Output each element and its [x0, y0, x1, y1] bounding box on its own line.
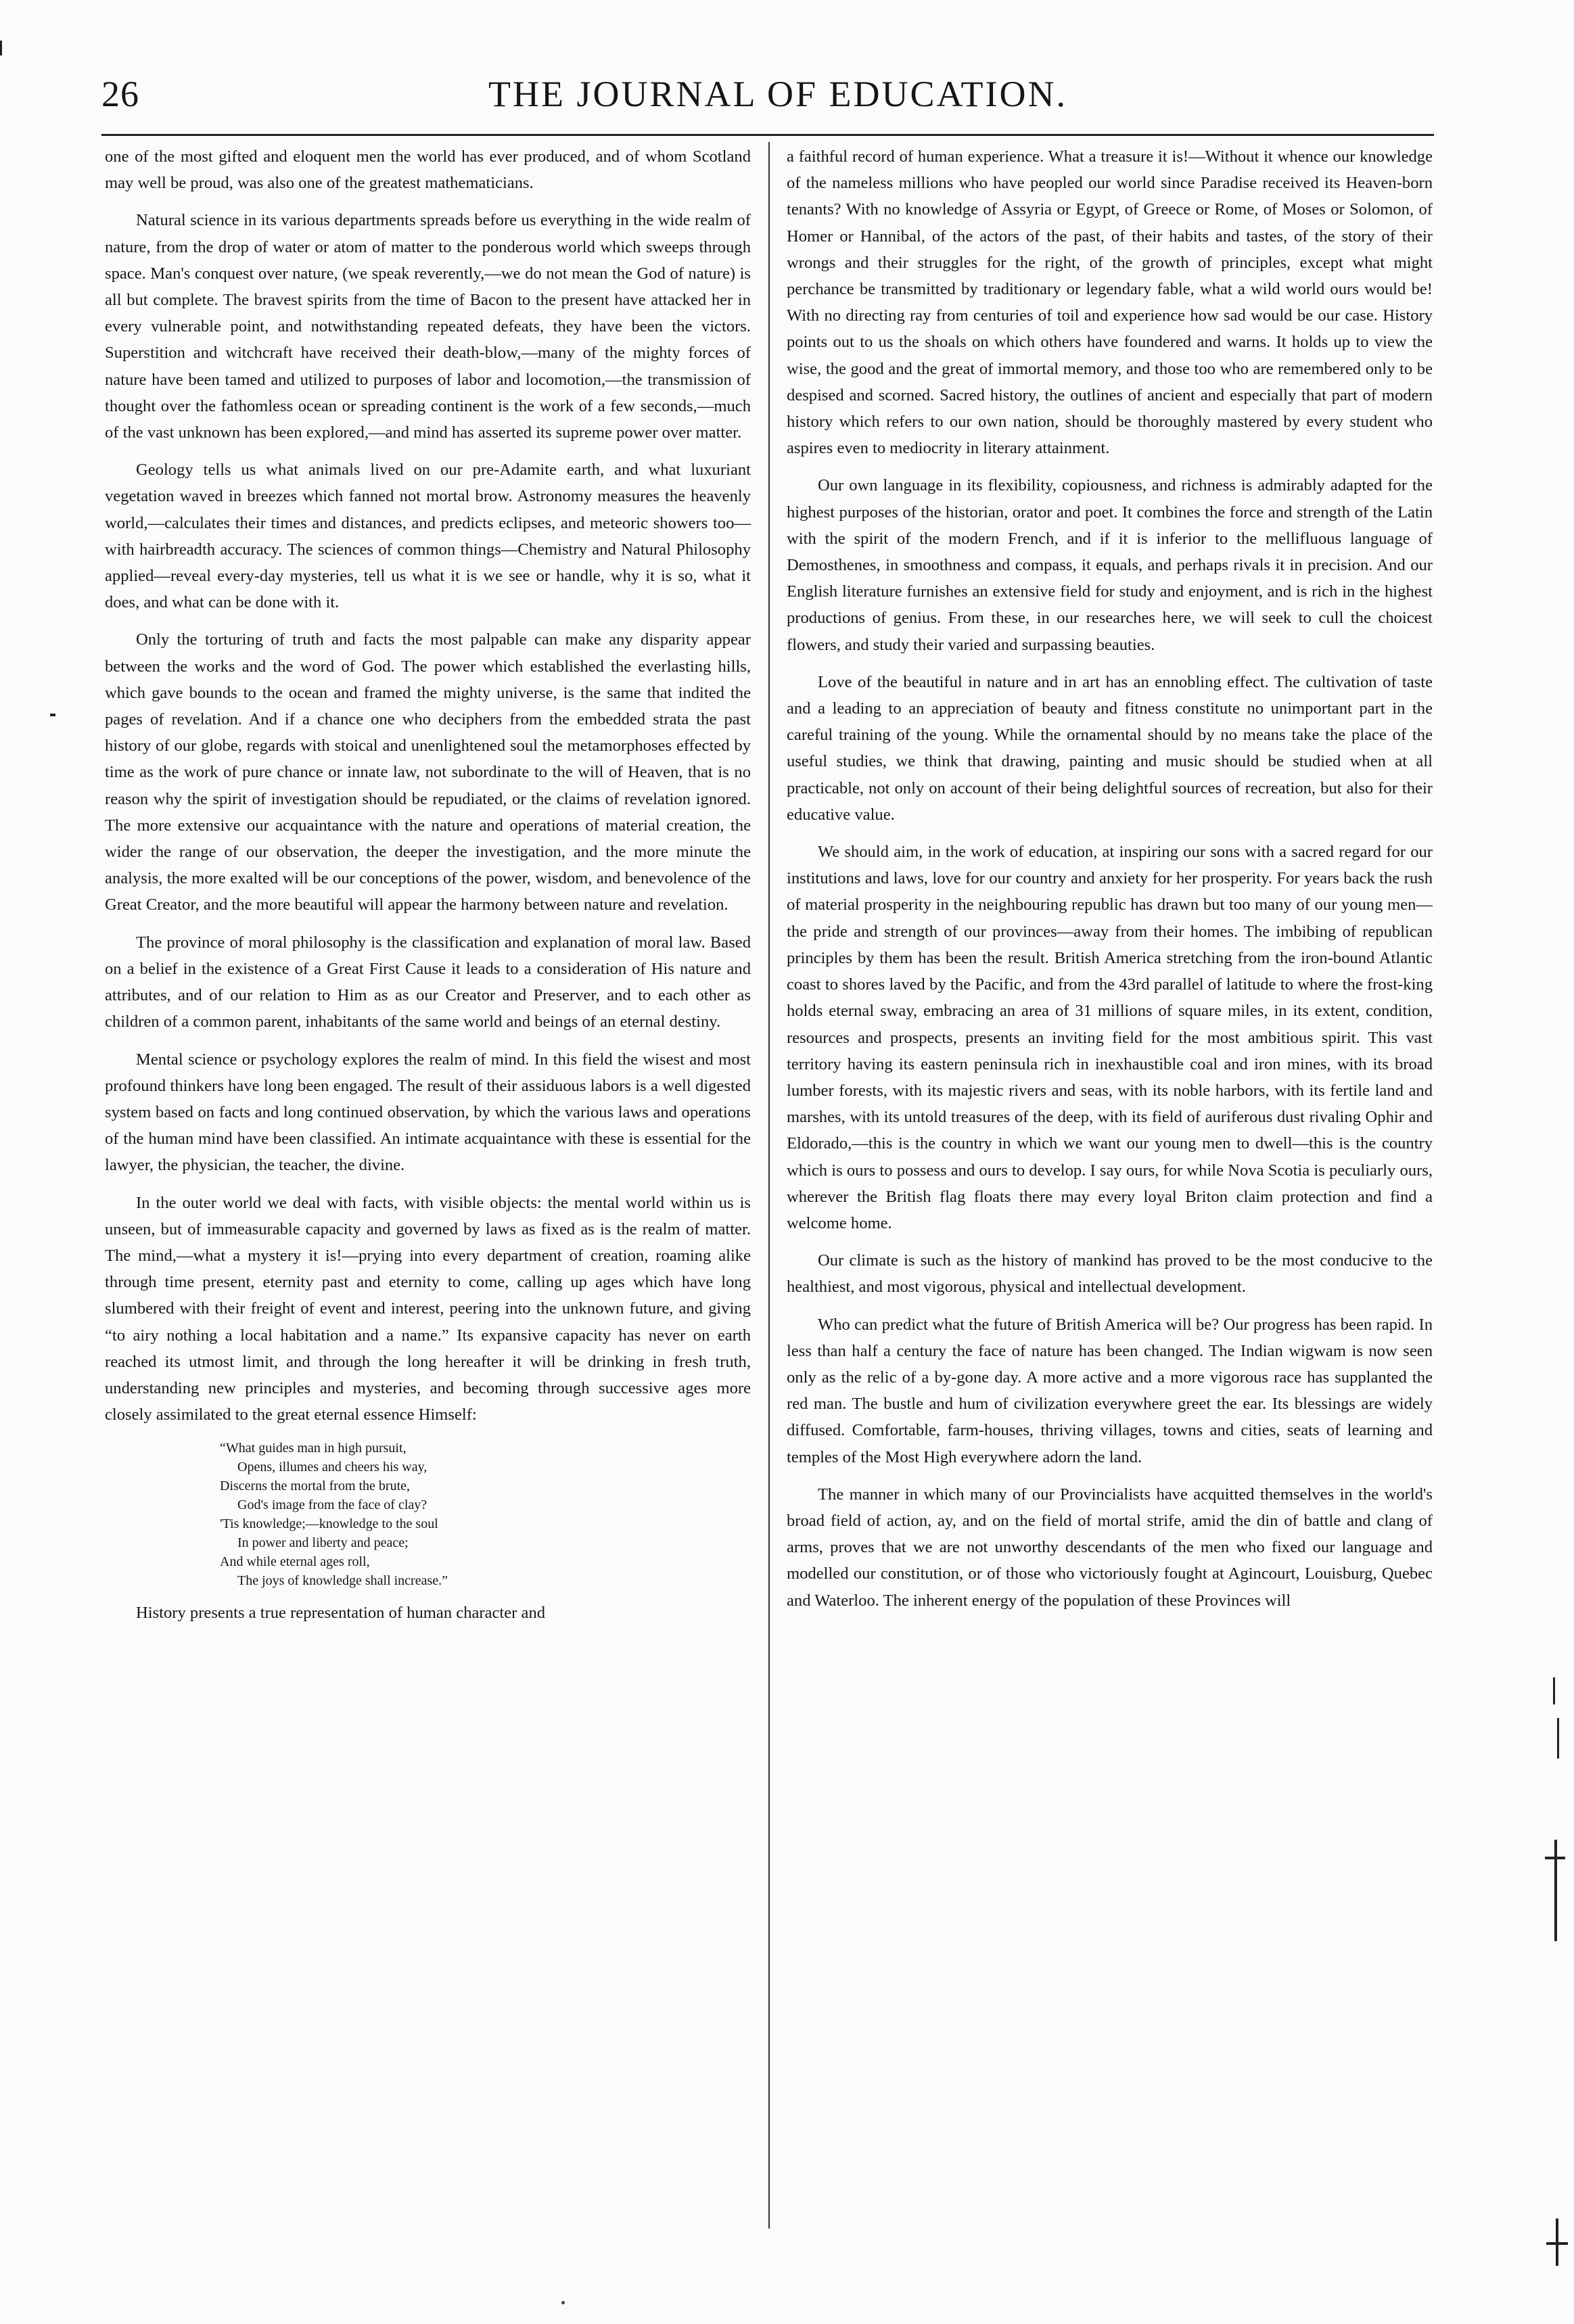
margin-mark	[1554, 1840, 1557, 1941]
poem-line: In power and liberty and peace;	[237, 1535, 409, 1551]
margin-mark	[0, 41, 2, 55]
poem-line: And while eternal ages roll,	[220, 1554, 370, 1570]
page-header	[101, 73, 1454, 127]
paragraph: History presents a true representation of human character and	[136, 1604, 546, 1623]
paragraph: Geology tells us what animals lived on our pre-Adamite earth, and what luxuriant vegetation waved in breezes which fanned not mortal brow. Astronomy measures the heavenly world,—calculates their times and distances, and predicts eclipses, and meteoric showers too—with hairbreadth accuracy. The sciences of common things—Chemistry and Natural Philosophy applied—reveal every-day mysteries, tell us what it is we see or handle, why it is so, what it does, and what can be done with it.	[105, 461, 751, 612]
margin-mark	[1545, 1857, 1565, 1859]
paragraph: We should aim, in the work of education, at inspiring our sons with a sacred regard for our institutions and laws, love for our country and anxiety for her prosperity. For years back the rush of material prosperity in the neighbouring republic has drawn but too many of our young men—the pride and strength of our provinces—away from their homes. The imbibing of republican principles by them has been the result. British America stretching from the iron-bound Atlantic coast to shores laved by the Pacific, and from the 43rd parallel of latitude to where the frost-king holds eternal sway, embracing an area of 31 millions of square miles, in its extent, condition, resources and prospects, presents an inviting field for the most ambitious spirit. This vast territory having its eastern peninsula rich in inexhaustible coal and iron mines, with its broad lumber forests, with its majestic rivers and seas, with its noble harbors, with its fertile land and marshes, with its untold treasures of the deep, with its field of auriferous dust rivaling Ophir and Eldorado,—this is the country in which we want our young men to dwell—this is the country which is ours to possess and ours to develop. I say ours, for while Nova Scotia is peculiarly ours, wherever the British flag floats there may every loyal Briton claim protection and find a welcome home.	[787, 843, 1433, 1232]
poem-line: “What guides man in high pursuit,	[220, 1441, 407, 1456]
paragraph: The manner in which many of our Provincialists have acquitted themselves in the world's broad field of action, ay, and on the field of mortal strife, amid the din of battle and clang of arms, proves that we are not unworthy descendants of the men who fixed our language and modelled our constitution, or of those who victoriously fought at Agincourt, Louisburg, Quebec and Waterloo. The inherent energy of the population of these Provinces will	[787, 1485, 1433, 1610]
margin-mark	[1557, 1718, 1559, 1759]
paragraph: one of the most gifted and eloquent men the world has ever produced, and of whom Scotland may well be proud, was also one of the greatest mathematicians.	[105, 147, 751, 193]
paragraph: Our climate is such as the history of mankind has proved to be the most conducive to the healthiest, and most vigorous, physical and intellectual development.	[787, 1251, 1433, 1297]
paragraph: a faithful record of human experience. What a treasure it is!—Without it whence our knowledge of the nameless millions who have peopled our world since Paradise received its Heaven-born tenants? With no knowledge of Assyria or Egypt, of Greece or Rome, of Moses or Solomon, of Homer or Hannibal, of the actors of the past, of their habits and tastes, of the story of their wrongs and their struggles for the right, of the growth of principles, except what might perchance be transmitted by traditionary or legendary fable, what a wild world ours would be! With no directing ray from centuries of toil and experience how sad would be our case. History points out to us the shoals on which others have foundered and warns. It holds up to view the wise, the good and the great of immortal memory, and those too who are remembered only to be despised and scorned. Sacred history, the outlines of ancient and especially that part of modern history which refers to our own nation, should be thoroughly mastered by every student who aspires even to mediocrity in literary attainment.	[787, 147, 1433, 458]
margin-mark	[1546, 2242, 1568, 2245]
poem-line: Discerns the mortal from the brute,	[220, 1479, 411, 1494]
paragraph: Who can predict what the future of British America will be? Our progress has been rapid. In less than half a century the face of nature has been changed. The Indian wigwam is now seen only as the relic of a by-gone day. A more active and a more vigorous race has supplanted the red man. The bustle and hum of civilization everywhere greet the ear. Its blessings are widely diffused. Comfortable, farm-houses, thriving villages, towns and cities, seats of learning and temples of the Most High everywhere adorn the land.	[787, 1315, 1433, 1466]
paragraph: Only the torturing of truth and facts the most palpable can make any disparity appear between the works and the word of God. The power which established the everlasting hills, which gave bounds to the ocean and framed the mighty universe, is the same that indited the pages of revelation. And if a chance one who deciphers from the embedded strata the past history of our globe, regards with stoical and unenlightened soul the metamorphoses effected by time as the work of pure chance or innate law, not subordinate to the will of Heaven, that is no reason why the spirit of investigation should be repudiated, or the claims of revelation ignored. The more extensive our acquaintance with the nature and operations of material creation, the wider the range of our observation, the deeper the investigation, and the more minute the analysis, the more exalted will be our conceptions of the power, wisdom, and benevolence of the Great Creator, and the more beautiful will appear the harmony between nature and revelation.	[105, 630, 751, 914]
paragraph: Our own language in its flexibility, copiousness, and richness is admirably adapted for the highest purposes of the historian, orator and poet. It combines the force and strength of the Latin with the spirit of the modern French, and if it is inferior to the mellifluous language of Demosthenes, in smoothness and compass, it equals, and perhaps rivals it in precision. And our English literature furnishes an extensive field for study and enjoyment, and is rich in the highest productions of genius. From these, in our researches here, we will seek to cull the choicest flowers, and study their varied and surpassing beauties.	[787, 476, 1433, 654]
left-column	[105, 143, 751, 2223]
paragraph: Love of the beautiful in nature and in art has an ennobling effect. The cultivation of taste and a leading to an appreciation of beauty and fitness constitute no unimportant part in the careful training of the young. While the ornamental should by no means take the place of the useful studies, we think that drawing, painting and music should be studied when at all practicable, not only on account of their being delightful sources of recreation, but also for their educative value.	[787, 672, 1433, 824]
poem-line: The joys of knowledge shall increase.”	[237, 1573, 448, 1589]
paragraph: Mental science or psychology explores the realm of mind. In this field the wisest and most profound thinkers have long been engaged. The result of their assiduous labors is a well digested system based on facts and long continued observation, by which the various laws and operations of the human mind have been classified. An intimate acquaintance with these is essential for the lawyer, the physician, the teacher, the divine.	[105, 1050, 751, 1175]
margin-mark	[1553, 1677, 1555, 1704]
column-divider	[768, 142, 770, 2229]
poem-line: God's image from the face of clay?	[237, 1497, 427, 1513]
poem-line: Opens, illumes and cheers his way,	[237, 1460, 427, 1475]
journal-title: THE JOURNAL OF EDUCATION.	[488, 74, 1067, 114]
footer-dot	[561, 2301, 565, 2304]
header-rule	[101, 134, 1434, 136]
paragraph: Natural science in its various departments spreads before us everything in the wide realm of nature, from the drop of water or atom of matter to the ponderous world which sweeps through space. Man's conquest over nature, (we speak reverently,—we do not mean the God of nature) is all but complete. The bravest spirits from the time of Bacon to the present have attacked her in every vulnerable point, and notwithstanding repeated defeats, they have been the victors. Superstition and witchcraft have received their death-blow,—many of the mighty forces of nature have been tamed and utilized to purposes of labor and locomotion,—the transmission of thought over the fathomless ocean or spreading continent is the work of a few seconds,—much of the vast unknown has been explored,—and mind has asserted its supreme power over matter.	[105, 211, 751, 442]
paragraph: The province of moral philosophy is the classification and explanation of moral law. Based on a belief in the existence of a Great First Cause it leads to a consideration of His nature and attributes, and of our relation to Him as as our Creator and Preserver, and to each other as children of a common parent, inhabitants of the same world and beings of an eternal destiny.	[105, 933, 751, 1031]
margin-mark	[50, 714, 55, 716]
paragraph: In the outer world we deal with facts, with visible objects: the mental world within us is unseen, but of immeasurable capacity and governed by laws as fixed as is the realm of matter. The mind,—what a mystery it is!—prying into every department of creation, roaming alike through time present, eternity past and eternity to come, calling up ages which have long slumbered with their freight of event and interest, peering into the unknown future, and giving “to airy nothing a local habitation and a name.” Its expansive capacity has never on earth reached its utmost limit, and through the long hereafter it will be drinking in fresh truth, understanding new principles and mysteries, and becoming through successive ages more closely assimilated to the great eternal essence Himself:	[105, 1193, 751, 1424]
poem-line: 'Tis knowledge;—knowledge to the soul	[220, 1516, 438, 1532]
page-number: 26	[101, 74, 139, 114]
poem-quote	[105, 1439, 751, 1590]
right-column	[787, 143, 1433, 2223]
